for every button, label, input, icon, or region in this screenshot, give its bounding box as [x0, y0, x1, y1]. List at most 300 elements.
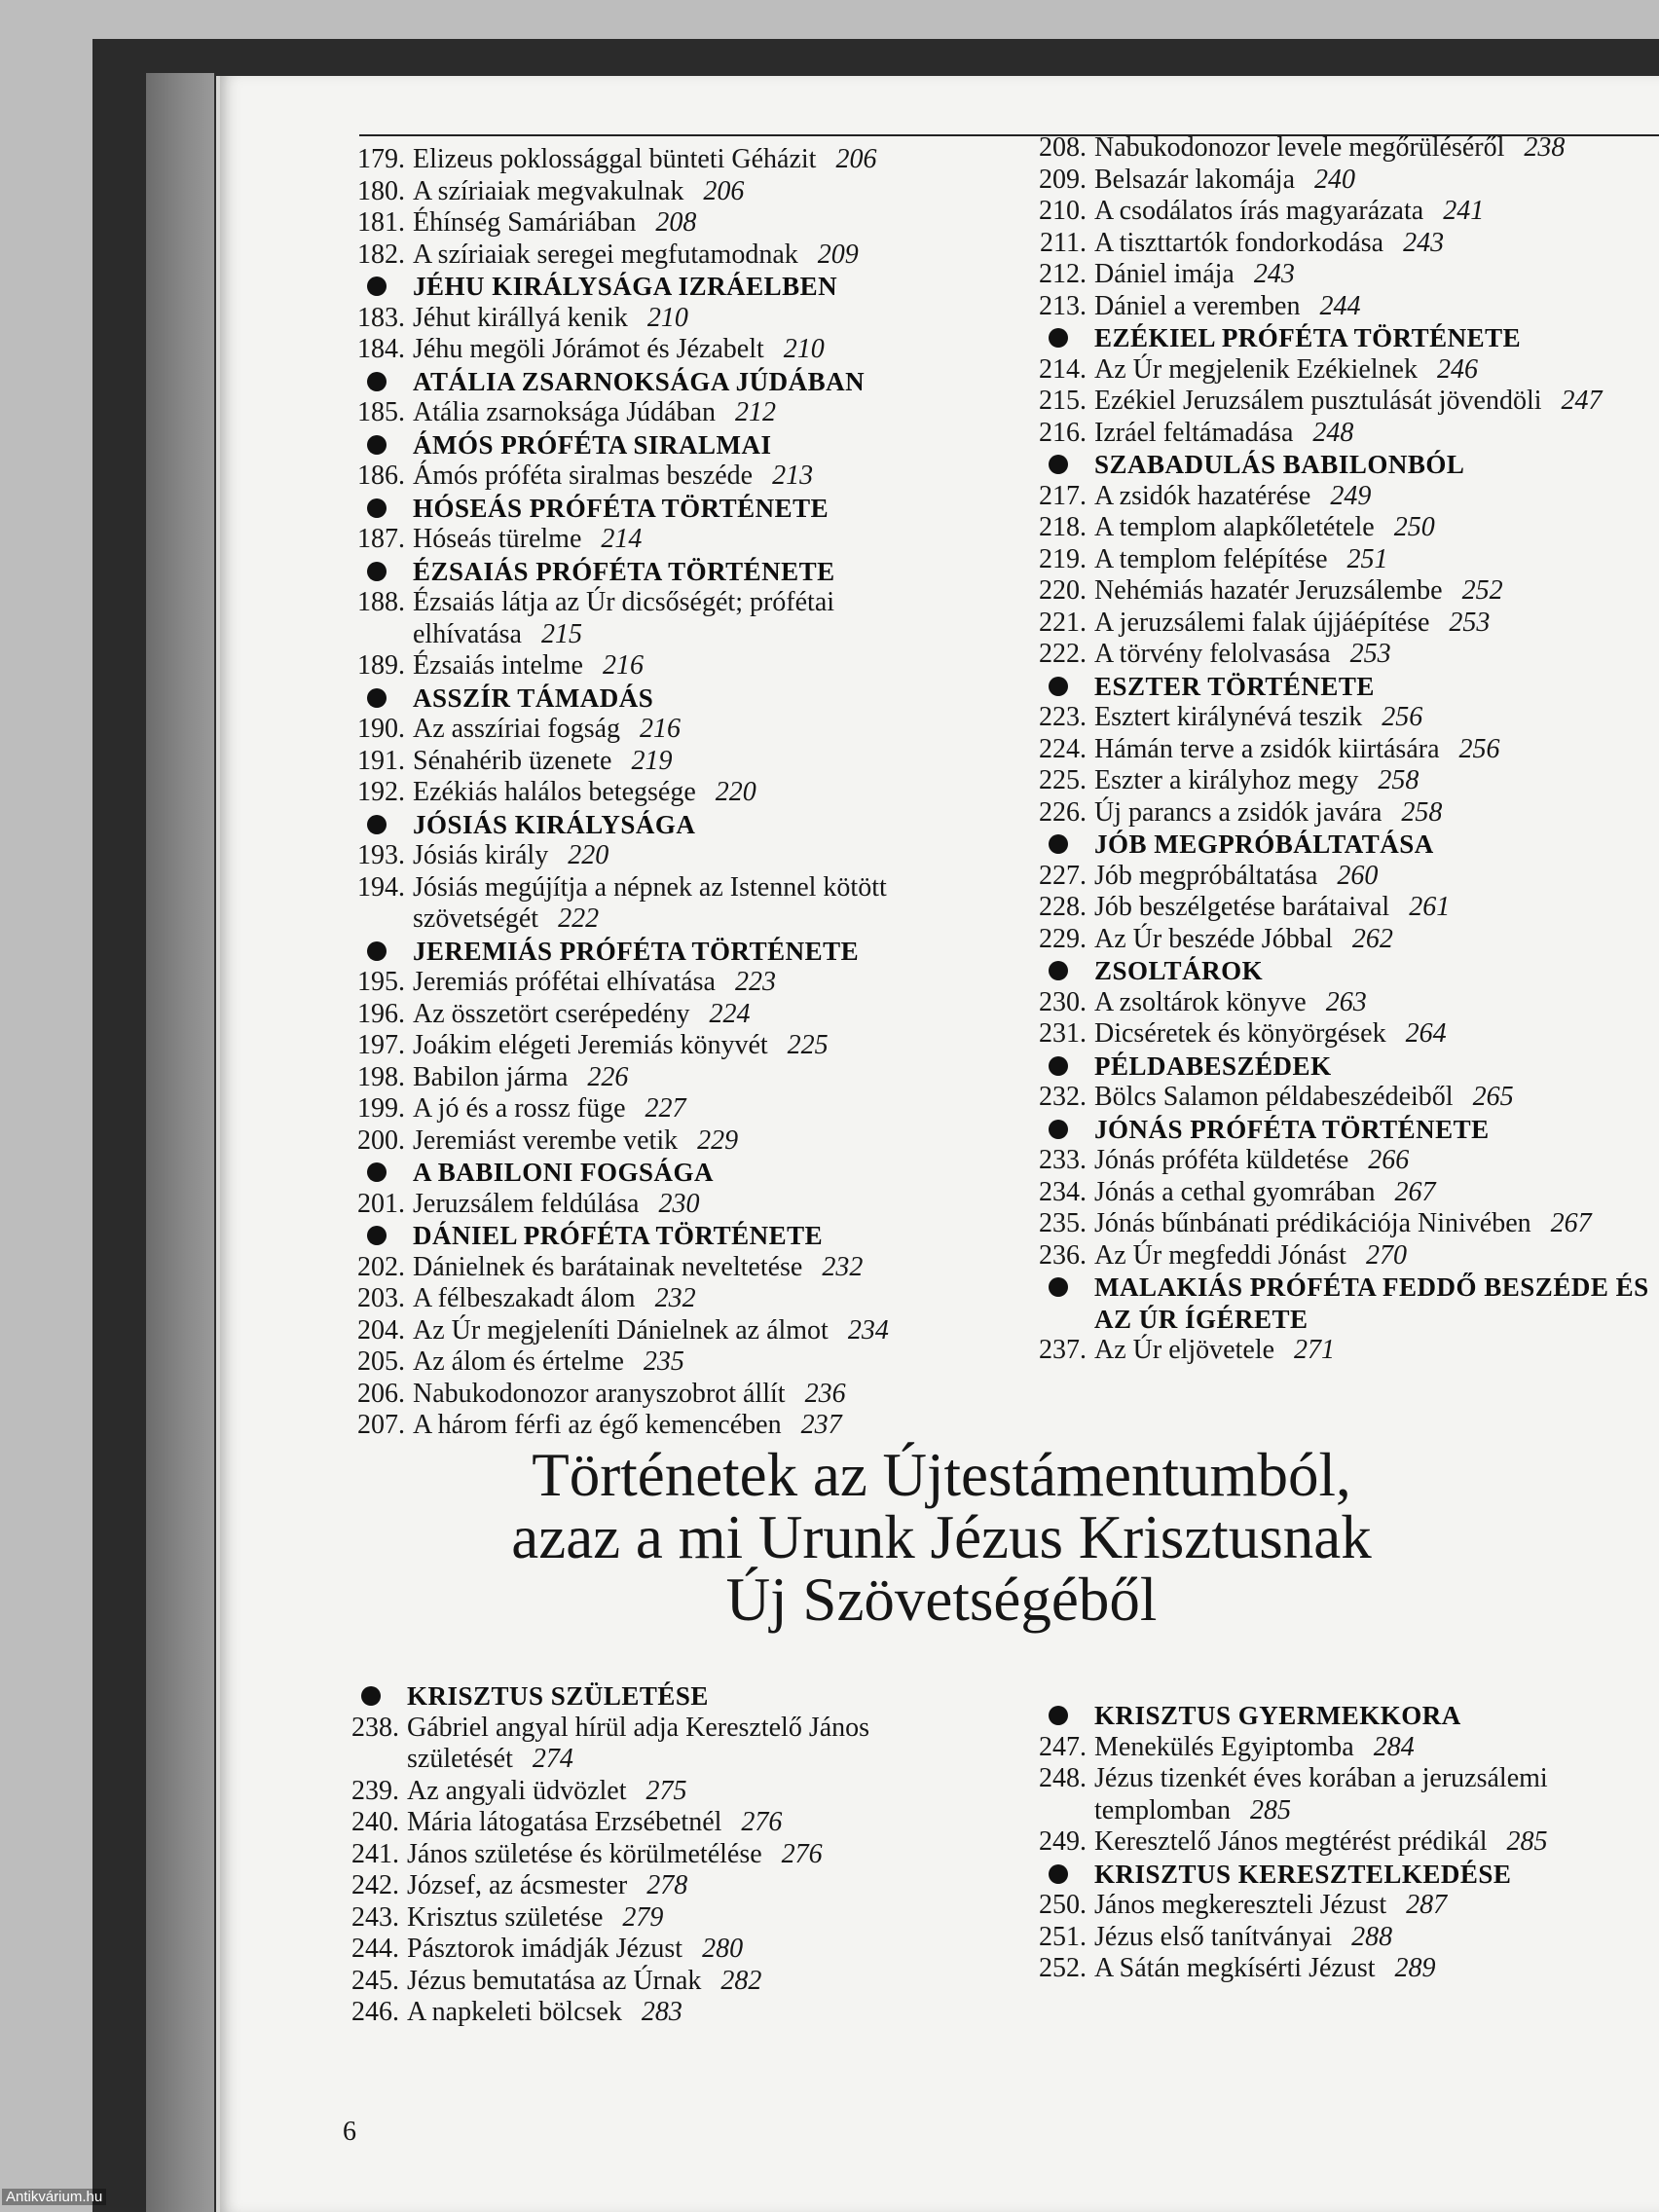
- entry-page: 285: [1249, 1794, 1291, 1825]
- entry-body: [1094, 291, 1659, 323]
- entry-page: 264: [1405, 1018, 1447, 1049]
- bullet-icon: [367, 815, 387, 834]
- entry-number: 215.: [1039, 386, 1087, 416]
- toc-entry: [1028, 702, 1659, 734]
- toc-entry: [1028, 1018, 1659, 1051]
- entry-body: [407, 1713, 983, 1776]
- toc-entry: [1028, 1826, 1659, 1859]
- heading-text: ASSZÍR TÁMADÁS: [413, 682, 654, 713]
- entry-title: Sénahérib üzenete: [413, 745, 612, 776]
- entry-title: Bölcs Salamon példabeszédeiből: [1094, 1082, 1454, 1112]
- toc-entry: [341, 1902, 983, 1935]
- bullet-icon: [367, 1162, 387, 1182]
- entry-page: 287: [1406, 1890, 1448, 1920]
- entry-number: 220.: [1039, 575, 1087, 606]
- entry-number: 190.: [357, 714, 405, 744]
- entry-title: Jeremiás prófétai elhívatása: [413, 967, 716, 997]
- entry-body: [413, 144, 989, 176]
- entry-number: 188.: [357, 587, 405, 617]
- entry-body: [407, 1776, 983, 1808]
- entry-title: Éhínség Samáriában: [413, 207, 637, 238]
- toc-entry: [1028, 1177, 1659, 1209]
- entry-page: 227: [645, 1093, 686, 1124]
- entry-page: 234: [847, 1314, 889, 1346]
- entry-title: Új parancs a zsidók javára: [1094, 796, 1382, 828]
- toc-entry: [1028, 861, 1659, 893]
- heading-text: PÉLDABESZÉDEK: [1094, 1051, 1332, 1081]
- entry-title: Jónás próféta küldetése: [1094, 1145, 1349, 1175]
- toc-entry: [347, 1379, 989, 1411]
- bullet-icon: [367, 372, 387, 391]
- entry-number: 209.: [1039, 164, 1087, 195]
- toc-entry: [347, 524, 989, 556]
- entry-page: 237: [800, 1410, 842, 1440]
- section-title-line: azaz a mi Urunk Jézus Krisztusnak: [511, 1503, 1372, 1571]
- entry-page: 220: [568, 840, 609, 870]
- entry-number: 183.: [357, 302, 405, 333]
- entry-title: Esztert királynévá teszik: [1094, 702, 1363, 732]
- entry-page: 240: [1314, 164, 1356, 195]
- entry-body: [1094, 196, 1659, 228]
- entry-title: Jób beszélgetése barátaival: [1094, 892, 1390, 922]
- entry-page: 222: [558, 903, 600, 934]
- bullet-icon: [361, 1686, 381, 1706]
- toc-section-heading: [1028, 449, 1659, 481]
- entry-title: Belsazár lakomája: [1094, 164, 1296, 195]
- entry-number: 201.: [357, 1188, 405, 1219]
- entry-number: 184.: [357, 334, 405, 364]
- heading-text: KRISZTUS KERESZTELKEDÉSE: [1094, 1859, 1512, 1889]
- entry-page: 206: [835, 144, 877, 174]
- entry-page: 232: [822, 1251, 864, 1282]
- entry-page: 248: [1312, 417, 1354, 448]
- toc-entry: [1028, 1335, 1659, 1367]
- toc-entry: [1028, 1082, 1659, 1114]
- entry-body: [413, 240, 989, 272]
- entry-number: 237.: [1039, 1335, 1087, 1365]
- entry-page: 276: [741, 1807, 783, 1837]
- entry-title: Az angyali üdvözlet: [407, 1775, 627, 1806]
- entry-body: [413, 461, 989, 493]
- entry-number: 204.: [357, 1314, 405, 1346]
- toc-entry: [1028, 639, 1659, 671]
- entry-number: 242.: [351, 1870, 399, 1900]
- toc-entry: [1028, 1922, 1659, 1954]
- entry-page: 252: [1461, 575, 1503, 606]
- toc-entry: [1028, 418, 1659, 450]
- entry-page: 256: [1382, 702, 1423, 732]
- entry-number: 189.: [357, 650, 405, 681]
- entry-page: 258: [1401, 796, 1443, 828]
- entry-number: 229.: [1039, 923, 1087, 954]
- entry-page: 270: [1365, 1239, 1407, 1271]
- toc-column-left: [347, 144, 989, 1442]
- heading-text: ZSOLTÁROK: [1094, 956, 1264, 985]
- entry-page: 262: [1351, 923, 1393, 954]
- book-page: [216, 76, 1659, 2212]
- toc-entry: [1028, 797, 1659, 830]
- toc-entry: [347, 334, 989, 366]
- toc-entry: [347, 1283, 989, 1315]
- entry-title: A jó és a rossz füge: [413, 1093, 626, 1124]
- entry-page: 224: [709, 998, 751, 1029]
- entry-title: Babilon járma: [413, 1061, 569, 1092]
- toc-entry: [1028, 608, 1659, 640]
- toc-entry: [347, 240, 989, 272]
- page-edges: [146, 73, 214, 2212]
- entry-title: Nehémiás hazatér Jeruzsálembe: [1094, 575, 1443, 606]
- toc-entry: [1028, 1953, 1659, 1985]
- toc-entry: [1028, 1763, 1659, 1826]
- entry-page: 208: [655, 207, 697, 238]
- entry-title: A tiszttartók fondorkodása: [1094, 227, 1384, 258]
- entry-page: 246: [1436, 353, 1478, 385]
- entry-title: Jónás bűnbánati prédikációja Ninivében: [1094, 1208, 1531, 1238]
- bullet-icon: [367, 276, 387, 296]
- entry-page: 220: [715, 777, 756, 807]
- entry-title: Eszter a királyhoz megy: [1094, 765, 1359, 795]
- entry-page: 282: [720, 1965, 762, 1996]
- entry-page: 266: [1368, 1145, 1410, 1175]
- entry-page: 243: [1403, 227, 1445, 258]
- toc-entry: [341, 1807, 983, 1839]
- entry-body: [413, 746, 989, 778]
- toc-section-heading: [1028, 1051, 1659, 1083]
- entry-body: [1094, 1018, 1659, 1051]
- entry-title: Jónás a cethal gyomrában: [1094, 1176, 1376, 1207]
- entry-body: [1094, 354, 1659, 387]
- entry-title: A szíriaiak megvakulnak: [413, 175, 684, 206]
- heading-text: JÉHU KIRÁLYSÁGA IZRÁELBEN: [413, 272, 838, 301]
- entry-body: [413, 1315, 989, 1347]
- entry-title: Joákim elégeti Jeremiás könyvét: [413, 1030, 768, 1060]
- entry-number: 245.: [351, 1965, 399, 1996]
- entry-body: [413, 397, 989, 429]
- entry-number: 182.: [357, 239, 405, 270]
- entry-title: Pásztorok imádják Jézust: [407, 1934, 683, 1964]
- toc-entry: [347, 746, 989, 778]
- toc-entry: [1028, 1208, 1659, 1240]
- toc-entry: [347, 1346, 989, 1379]
- toc-entry: [347, 397, 989, 429]
- entry-number: 198.: [357, 1061, 405, 1092]
- bullet-icon: [1049, 677, 1068, 696]
- entry-title: Az Úr beszéde Jóbbal: [1094, 923, 1333, 954]
- entry-page: 256: [1458, 733, 1500, 764]
- entry-number: 206.: [357, 1378, 405, 1409]
- entry-number: 181.: [357, 207, 405, 238]
- entry-title: Jósiás király: [413, 840, 549, 870]
- entry-number: 218.: [1039, 512, 1087, 542]
- entry-page: 263: [1325, 986, 1367, 1017]
- entry-number: 238.: [351, 1712, 399, 1743]
- entry-body: [1094, 861, 1659, 893]
- toc-entry: [341, 1839, 983, 1871]
- entry-title: Nabukodonozor levele megőrüléséről: [1094, 132, 1505, 163]
- entry-number: 224.: [1039, 733, 1087, 764]
- entry-number: 213.: [1039, 290, 1087, 321]
- entry-number: 221.: [1039, 607, 1087, 638]
- entry-title: Dicséretek és könyörgések: [1094, 1018, 1386, 1049]
- toc-entry: [347, 176, 989, 208]
- entry-title: Ezékiel Jeruzsálem pusztulását jövendöli: [1094, 386, 1542, 416]
- entry-title: Ámós próféta siralmas beszéde: [413, 461, 754, 491]
- page-number: 6: [343, 2117, 356, 2147]
- entry-body: [1094, 1145, 1659, 1177]
- toc-entry: [347, 461, 989, 493]
- entry-page: 289: [1394, 1953, 1436, 1983]
- bullet-icon: [367, 562, 387, 581]
- entry-body: [1094, 418, 1659, 450]
- entry-page: 206: [703, 175, 745, 206]
- bullet-icon: [1049, 961, 1068, 980]
- entry-body: [1094, 987, 1659, 1019]
- entry-number: 195.: [357, 967, 405, 997]
- entry-number: 187.: [357, 524, 405, 554]
- entry-body: [1094, 1890, 1659, 1922]
- toc-section-heading: [1028, 1700, 1659, 1732]
- heading-text: KRISZTUS SZÜLETÉSE: [407, 1681, 709, 1711]
- entry-title: Az Úr megfeddi Jónást: [1094, 1239, 1346, 1271]
- entry-title: Az asszíriai fogság: [413, 714, 621, 744]
- entry-body: [1094, 765, 1659, 797]
- toc-section-heading: [1028, 1272, 1659, 1335]
- entry-number: 247.: [1039, 1731, 1087, 1762]
- toc-entry: [1028, 1145, 1659, 1177]
- heading-text: MALAKIÁS PRÓFÉTA FEDDŐ BESZÉDE ÉS AZ ÚR ÍGÉRETE: [1094, 1272, 1649, 1334]
- entry-page: 288: [1351, 1921, 1393, 1952]
- entry-title: Jéhu megöli Jórámot és Jézabelt: [413, 334, 764, 364]
- entry-title: Jeruzsálem feldúlása: [413, 1188, 640, 1219]
- entry-body: [1094, 1335, 1659, 1367]
- entry-page: 284: [1373, 1731, 1415, 1762]
- entry-page: 253: [1449, 607, 1491, 638]
- toc-section-heading: [341, 1680, 983, 1713]
- toc-entry: [1028, 291, 1659, 323]
- entry-page: 213: [772, 461, 814, 491]
- entry-body: [413, 176, 989, 208]
- entry-number: 232.: [1039, 1082, 1087, 1112]
- entry-title: Az álom és értelme: [413, 1346, 624, 1377]
- entry-title: A szíriaiak seregei megfutamodnak: [413, 239, 798, 270]
- toc-section-heading: [347, 429, 989, 461]
- entry-page: 261: [1409, 892, 1451, 922]
- entry-title: Jézus első tanítványai: [1094, 1921, 1333, 1952]
- toc-entry: [1028, 132, 1659, 165]
- entry-number: 226.: [1039, 796, 1087, 828]
- entry-body: [407, 1807, 983, 1839]
- entry-body: [413, 840, 989, 872]
- entry-title: A Sátán megkísérti Jézust: [1094, 1953, 1376, 1983]
- entry-page: 267: [1550, 1208, 1592, 1238]
- entry-title: Jób megpróbáltatása: [1094, 860, 1318, 891]
- entry-title: A félbeszakadt álom: [413, 1283, 636, 1313]
- toc-entry: [347, 1030, 989, 1062]
- bullet-icon: [367, 435, 387, 455]
- entry-page: 276: [781, 1838, 823, 1869]
- entry-title: Dánielnek és barátainak neveltetése: [413, 1251, 803, 1282]
- section-title: [220, 1441, 1659, 1634]
- toc-entry: [347, 840, 989, 872]
- entry-number: 235.: [1039, 1208, 1087, 1238]
- entry-body: [1094, 481, 1659, 513]
- entry-title: Keresztelő János megtérést prédikál: [1094, 1826, 1488, 1857]
- toc-entry: [347, 207, 989, 240]
- heading-text: KRISZTUS GYERMEKKORA: [1094, 1701, 1461, 1730]
- toc-section-heading: [1028, 955, 1659, 987]
- toc-entry: [1028, 259, 1659, 291]
- entry-page: 212: [735, 397, 776, 427]
- entry-number: 192.: [357, 777, 405, 807]
- entry-page: 232: [654, 1283, 696, 1313]
- entry-title: Krisztus születése: [407, 1901, 604, 1933]
- entry-number: 233.: [1039, 1145, 1087, 1175]
- toc-entry: [347, 872, 989, 936]
- toc-entry: [341, 1934, 983, 1966]
- entry-page: 274: [532, 1744, 573, 1774]
- entry-page: 216: [602, 650, 644, 681]
- entry-title: Mária látogatása Erzsébetnél: [407, 1807, 722, 1837]
- entry-number: 205.: [357, 1346, 405, 1377]
- toc-section-heading: [347, 271, 989, 303]
- entry-body: [1094, 1082, 1659, 1114]
- bullet-icon: [1049, 455, 1068, 474]
- entry-page: 210: [646, 302, 688, 333]
- toc-section-heading: [1028, 1859, 1659, 1891]
- entry-page: 265: [1472, 1082, 1514, 1112]
- toc-entry: [347, 967, 989, 999]
- toc-entry: [347, 587, 989, 650]
- toc-entry: [341, 1997, 983, 2029]
- entry-body: [413, 1410, 989, 1442]
- entry-page: 215: [540, 618, 582, 649]
- entry-body: [1094, 639, 1659, 671]
- entry-number: 185.: [357, 397, 405, 427]
- toc-entry: [1028, 512, 1659, 544]
- entry-title: Gábriel angyal hírül adja Keresztelő János születését: [407, 1712, 870, 1774]
- entry-page: 247: [1561, 386, 1603, 416]
- entry-title: Jézus tizenkét éves korában a jeruzsálemi templomban: [1094, 1763, 1548, 1825]
- entry-page: 267: [1394, 1176, 1436, 1207]
- bullet-icon: [1049, 1120, 1068, 1139]
- toc-entry: [1028, 1890, 1659, 1922]
- entry-number: 234.: [1039, 1176, 1087, 1207]
- entry-body: [1094, 1732, 1659, 1764]
- entry-title: Elizeus poklossággal bünteti Géházit: [413, 144, 817, 174]
- entry-number: 252.: [1039, 1953, 1087, 1983]
- entry-title: A jeruzsálemi falak újjáépítése: [1094, 607, 1430, 638]
- entry-page: 250: [1393, 512, 1435, 542]
- bullet-icon: [1049, 834, 1068, 854]
- entry-number: 208.: [1039, 132, 1087, 163]
- entry-number: 203.: [357, 1283, 405, 1313]
- entry-body: [1094, 544, 1659, 576]
- heading-text: JÓNÁS PRÓFÉTA TÖRTÉNETE: [1094, 1114, 1490, 1144]
- entry-body: [413, 587, 989, 650]
- entry-body: [1094, 1240, 1659, 1272]
- toc-entry: [341, 1776, 983, 1808]
- entry-number: 207.: [357, 1410, 405, 1440]
- entry-body: [413, 872, 989, 936]
- entry-title: János megkereszteli Jézust: [1094, 1890, 1387, 1920]
- bullet-icon: [367, 1226, 387, 1245]
- watermark: Antikvárium.hu: [2, 2189, 106, 2205]
- toc-section-heading: [347, 556, 989, 588]
- entry-page: 258: [1378, 765, 1419, 795]
- entry-title: A zsidók hazatérése: [1094, 480, 1311, 511]
- entry-number: 202.: [357, 1251, 405, 1282]
- toc-entry: [1028, 734, 1659, 766]
- toc-entry: [347, 303, 989, 335]
- entry-number: 194.: [357, 871, 405, 903]
- toc-entry: [1028, 1240, 1659, 1272]
- entry-body: [1094, 1208, 1659, 1240]
- toc-entry: [341, 1713, 983, 1776]
- toc-column-left-nt: [341, 1680, 983, 2029]
- toc-entry: [347, 999, 989, 1031]
- entry-title: Menekülés Egyiptomba: [1094, 1731, 1354, 1762]
- toc-section-heading: [347, 809, 989, 841]
- entry-title: A templom alapkőletétele: [1094, 512, 1375, 542]
- heading-text: JEREMIÁS PRÓFÉTA TÖRTÉNETE: [413, 936, 860, 966]
- entry-page: 230: [658, 1188, 700, 1219]
- heading-text: SZABADULÁS BABILONBÓL: [1094, 450, 1465, 479]
- entry-number: 214.: [1039, 353, 1087, 385]
- entry-body: [413, 1125, 989, 1158]
- entry-body: [413, 303, 989, 335]
- toc-entry: [347, 144, 989, 176]
- entry-page: 244: [1319, 290, 1361, 321]
- toc-entry: [347, 777, 989, 809]
- toc-section-heading: [347, 936, 989, 968]
- toc-entry: [1028, 924, 1659, 956]
- heading-text: EZÉKIEL PRÓFÉTA TÖRTÉNETE: [1094, 323, 1522, 352]
- toc-entry: [1028, 1732, 1659, 1764]
- toc-entry: [1028, 228, 1659, 260]
- toc-column-right-nt: [1028, 1700, 1659, 1985]
- entry-number: 246.: [351, 1997, 399, 2027]
- entry-number: 200.: [357, 1124, 405, 1156]
- entry-page: 219: [631, 745, 673, 776]
- bullet-icon: [1049, 1706, 1068, 1725]
- toc-entry: [1028, 544, 1659, 576]
- heading-text: ÁMÓS PRÓFÉTA SIRALMAI: [413, 429, 772, 460]
- toc-entry: [341, 1966, 983, 1998]
- toc-entry: [347, 714, 989, 746]
- entry-body: [407, 1839, 983, 1871]
- entry-number: 240.: [351, 1807, 399, 1837]
- entry-title: A napkeleti bölcsek: [407, 1997, 622, 2027]
- entry-body: [1094, 608, 1659, 640]
- entry-body: [407, 1902, 983, 1935]
- entry-title: Izráel feltámadása: [1094, 417, 1294, 448]
- entry-body: [413, 1189, 989, 1221]
- entry-title: A törvény felolvasása: [1094, 639, 1331, 669]
- entry-body: [1094, 228, 1659, 260]
- entry-body: [413, 1283, 989, 1315]
- entry-title: A csodálatos írás magyarázata: [1094, 196, 1424, 226]
- heading-text: JÓSIÁS KIRÁLYSÁGA: [413, 809, 696, 839]
- entry-body: [413, 650, 989, 682]
- entry-body: [1094, 512, 1659, 544]
- entry-body: [1094, 575, 1659, 608]
- entry-number: 196.: [357, 998, 405, 1029]
- entry-number: 216.: [1039, 417, 1087, 448]
- entry-body: [1094, 386, 1659, 418]
- entry-number: 212.: [1039, 259, 1087, 289]
- entry-title: A zsoltárok könyve: [1094, 986, 1307, 1017]
- entry-number: 225.: [1039, 765, 1087, 795]
